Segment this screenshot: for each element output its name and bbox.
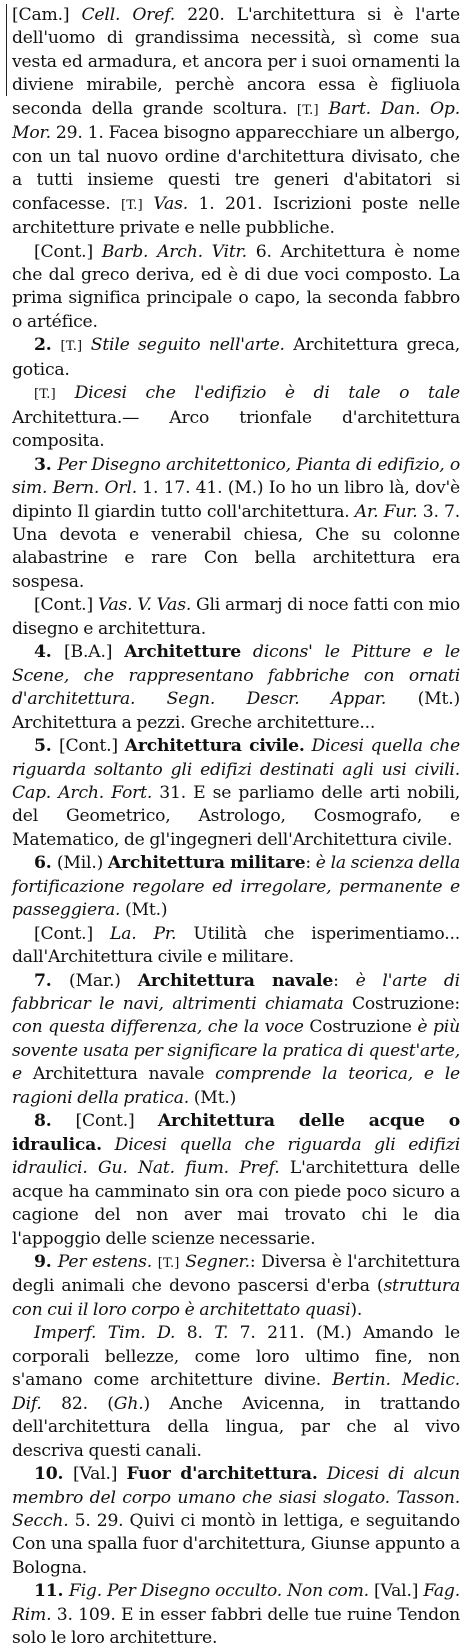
- citation-or-gloss: è più sovente usata per significare la pratica di quest'arte, e: [12, 1017, 460, 1085]
- citation-or-gloss: struttura con cui il loro corpo è architettato quasi: [12, 1276, 460, 1320]
- citation-or-gloss: Segner.: [185, 1252, 250, 1273]
- text-run: Gli armarj di noce fatti con mio disegno e architettura.: [12, 595, 460, 639]
- text-run: Costruzione:: [343, 994, 460, 1015]
- entry-paragraph: [12, 241, 460, 335]
- text-run: Architettura greca, gotica.: [12, 335, 461, 380]
- citation-or-gloss: Ar. Fur.: [354, 501, 418, 522]
- sense-label: Architettura delle acque o idraulica.: [12, 1111, 461, 1155]
- sense-label: 9.: [34, 1252, 58, 1273]
- citation-or-gloss: Bertin. Medic. Dif.: [12, 1370, 461, 1414]
- sense-label: Architetture: [124, 642, 241, 663]
- entry-paragraph: [12, 970, 460, 1111]
- text-run: 82. (: [41, 1393, 114, 1414]
- text-run: 8.: [175, 1323, 215, 1344]
- text-run: (Mt.): [189, 1087, 237, 1108]
- text-run: [Cont.]: [58, 736, 125, 757]
- text-run: ) Anche Avicenna, in trattando dell'architettura della lingua, par che al vivo descriva questi canali.: [12, 1393, 460, 1461]
- sense-label: Fuor d'architettura.: [126, 1464, 318, 1485]
- dictionary-entry-architettura: [12, 4, 460, 1651]
- text-run: [319, 99, 329, 119]
- text-run: [143, 194, 154, 214]
- text-run: [82, 335, 90, 355]
- text-run: 3. 109. E in esser fabbri delle tue ruine Tendon solo le loro architetture.: [12, 1604, 460, 1649]
- margin-rule: [6, 4, 7, 96]
- citation-or-gloss: Dicesi che l'edifizio è di tale o tale: [74, 383, 461, 404]
- entry-paragraph: [12, 735, 460, 852]
- text-run: ).: [350, 1299, 363, 1320]
- text-run: [T.]: [296, 102, 319, 118]
- text-run: 7. 211. (M.) Amando le corporali bellezze, come loro ultimo fine, non s'amano come architetture divine.: [12, 1323, 461, 1391]
- text-run: [Cont.]: [34, 241, 102, 262]
- sense-label: 11.: [34, 1581, 69, 1602]
- text-run: [Cam.]: [12, 5, 82, 25]
- text-run: Utilità che isperimentiamo... dall'Architettura civile e militare.: [12, 923, 461, 968]
- text-run: [56, 383, 75, 403]
- citation-or-gloss: con questa differenza, che la voce: [12, 1017, 304, 1038]
- text-run: (Mil.): [56, 853, 108, 874]
- text-run: 31. E se parliamo delle arti nobili, del Geometrico, Astrologo, Cosmografo, e Matematico, de gl'ingegneri dell'Architettura civile.: [12, 782, 461, 850]
- text-run: [T.]: [60, 339, 83, 355]
- text-run: : Diversa è l'architettura degli animali che devono pascersi d'erba (: [12, 1252, 461, 1297]
- citation-or-gloss: Fag. Rim.: [12, 1581, 460, 1625]
- citation-or-gloss: Stile seguito nell'arte.: [90, 335, 285, 356]
- text-run: :: [305, 853, 316, 874]
- text-run: 1. 17. 41. (M.) Io ho un libro là, dov'è dipinto Il giardin tutto coll'architettura.: [12, 478, 460, 522]
- text-run: [Cont.]: [75, 1111, 158, 1132]
- sense-label: 7.: [34, 970, 69, 991]
- entry-paragraph: [12, 4, 460, 241]
- sense-label: 5.: [34, 736, 59, 757]
- entry-paragraph: [12, 454, 460, 595]
- text-run: [T.]: [121, 197, 143, 213]
- entry-paragraph: [12, 334, 460, 382]
- entry-paragraph: [12, 641, 460, 735]
- citation-or-gloss: Per Disegno architettonico, Pianta di edifizio, o sim. Bern. Orl.: [12, 454, 460, 499]
- citation-or-gloss: Dicesi quella che riguarda soltanto gli edifizi destinati agli usi civili. Cap. Arch. Fort.: [12, 736, 460, 803]
- text-run: 5. 29. Quivi ci montò in lettiga, e seguitando Con una spalla fuor d'architettura, Giunse appunto a Bologna.: [12, 1511, 460, 1578]
- citation-or-gloss: Vas.: [153, 193, 188, 214]
- citation-or-gloss: T.: [214, 1323, 229, 1344]
- sense-label: 6.: [34, 853, 57, 874]
- text-run: [Cont.]: [34, 595, 98, 616]
- text-run: :: [333, 970, 356, 991]
- sense-label: Architettura civile.: [124, 736, 305, 757]
- text-run: 220. L'architettura si è l'arte dell'uomo di grandissima necessità, sì come sua vesta ed armadura, et ancora per i suoi ornamenti la diviene mirabile, perchè ancora essa è figliuola seconda della grande scoltura.: [12, 5, 460, 119]
- text-run: [Val.]: [73, 1464, 127, 1485]
- entry-paragraph: [12, 923, 460, 970]
- citation-or-gloss: Imperf. Tim. D.: [34, 1323, 176, 1344]
- sense-label: Architettura militare: [107, 853, 306, 874]
- text-run: Architettura.— Arco trionfale d'architettura composita.: [12, 407, 460, 452]
- sense-label: 3.: [34, 454, 58, 475]
- citation-or-gloss: Gh.: [113, 1393, 144, 1414]
- citation-or-gloss: Dicesi di alcun membro del corpo umano che siasi slogato. Tasson. Secch.: [12, 1464, 460, 1531]
- sense-label: 10.: [34, 1464, 74, 1485]
- citation-or-gloss: è la scienza della fortificazione regolare ed irregolare, permanente e passeggiera.: [12, 853, 460, 921]
- text-run: (Mt.) Architettura a pezzi. Greche architetture...: [12, 689, 460, 733]
- text-run: Architettura navale: [21, 1064, 216, 1085]
- citation-or-gloss: Dicesi quella che riguarda gli edifizi idraulici. Gu. Nat. fium. Pref.: [12, 1134, 460, 1179]
- text-run: 6. Architettura è nome che dal greco deriva, ed è di due voci composto. La prima significa principale o capo, la seconda fabbro o artéfice.: [12, 241, 460, 332]
- sense-label: 8.: [34, 1111, 76, 1132]
- text-run: L'architettura delle acque ha camminato sin ora con piede poco sicuro a cagione del non aver mai trovato chi le dia l'appoggio delle scienze necessarie.: [12, 1158, 460, 1249]
- sense-label: 2.: [34, 335, 61, 356]
- text-run: 3. 7. Una devota e venerabil chiesa, Che su colonne alabastrine e rare Con bella architettura era sospesa.: [12, 501, 460, 592]
- citation-or-gloss: Fig. Per Disegno occulto. Non com.: [68, 1581, 369, 1602]
- citation-or-gloss: è l'arte di fabbricar le navi, altrimenti chiamata: [12, 970, 460, 1015]
- entry-paragraph: [12, 1580, 460, 1650]
- text-run: (Mt.): [120, 900, 168, 921]
- citation-or-gloss: La. Pr.: [109, 923, 177, 944]
- citation-or-gloss: comprende la teorica, e le ragioni della pratica.: [12, 1064, 460, 1108]
- citation-or-gloss: Barb. Arch. Vitr.: [101, 241, 247, 262]
- text-run: 29. 1. Facea bisogno apparecchiare un albergo, con un tal nuovo ordine d'architettura divisato, che a tutti insieme questi tre generi d'abitatori si confacesse.: [12, 123, 460, 214]
- entry-paragraph: [12, 382, 460, 453]
- text-run: [T.]: [157, 1256, 180, 1272]
- citation-or-gloss: Bart. Dan. Op. Mor.: [12, 98, 460, 144]
- text-run: [B.A.]: [64, 642, 125, 663]
- text-run: [Cont.]: [34, 923, 110, 944]
- text-run: Costruzione: [303, 1017, 418, 1038]
- entry-paragraph: [12, 594, 460, 641]
- sense-label: 4.: [34, 642, 65, 663]
- text-run: [T.]: [34, 387, 56, 403]
- text-run: [Val.]: [368, 1581, 424, 1602]
- text-run: (Mar.): [68, 970, 138, 991]
- entry-paragraph: [12, 1110, 460, 1251]
- citation-or-gloss: Per estens.: [57, 1252, 153, 1273]
- citation-or-gloss: Cell. Oref.: [81, 5, 176, 25]
- entry-paragraph: [12, 852, 460, 922]
- text-run: 1. 201. Iscrizioni poste nelle architetture private e nelle pubbliche.: [12, 193, 461, 239]
- sense-label: Architettura navale: [137, 970, 334, 991]
- citation-or-gloss: dicons' le Pitture e le Scene, che rappresentano fabbriche con ornati d'architettura. Segn. Descr. Appar.: [12, 642, 460, 710]
- citation-or-gloss: Vas. V. Vas.: [97, 595, 192, 616]
- entry-paragraph: [12, 1251, 460, 1322]
- entry-paragraph: [12, 1463, 460, 1580]
- entry-paragraph: [12, 1322, 460, 1463]
